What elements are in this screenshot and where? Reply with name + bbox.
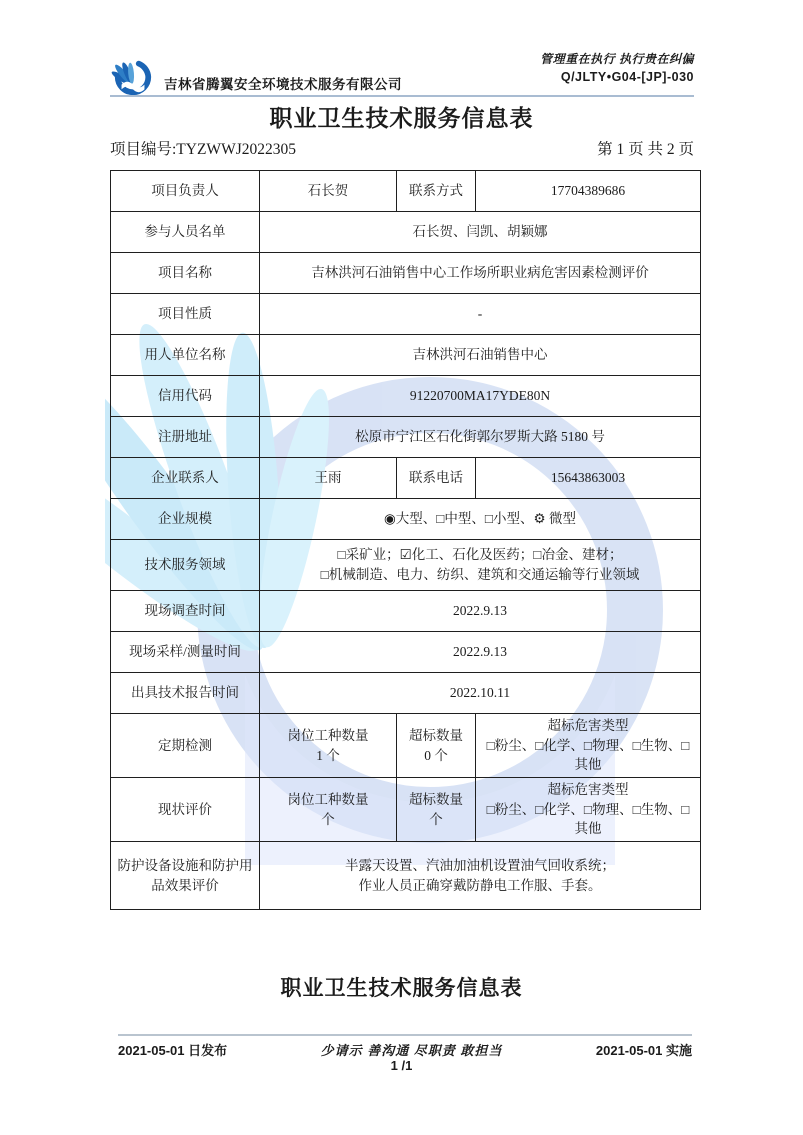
header-divider — [110, 95, 694, 97]
service-options — [260, 540, 701, 591]
phone-value: 15643863003 — [476, 458, 701, 499]
table-row-leader — [111, 171, 701, 212]
periodic-post-count — [260, 714, 397, 778]
post-count-label: 岗位工种数量 — [287, 727, 369, 743]
table-row-project — [111, 253, 701, 294]
doc-codes — [540, 50, 694, 84]
meta-row — [110, 137, 694, 159]
scale-options: ◉大型、□中型、□小型、⚙ 微型 — [260, 499, 701, 540]
credit-code-value: 91220700MA17YDE80N — [260, 376, 701, 417]
footer-slogan: 少请示 善沟通 尽职责 敢担当 — [320, 1043, 503, 1058]
status-post-count — [260, 778, 397, 842]
row-label: 防护设备设施和防护用品效果评价 — [111, 842, 260, 910]
protection-line2: 作业人员正确穿戴防静电工作服、手套。 — [358, 877, 602, 893]
over-count-value: 个 — [429, 811, 443, 827]
sampling-date: 2022.9.13 — [260, 632, 701, 673]
row-label: 项目名称 — [111, 253, 260, 294]
periodic-hazard-types — [476, 714, 701, 778]
page-info: 第 1 页 共 2 页 — [597, 141, 694, 158]
table-row-nature — [111, 294, 701, 335]
brand-block — [110, 56, 402, 98]
phone-label: 联系电话 — [397, 458, 476, 499]
info-table — [110, 170, 701, 910]
address-value: 松原市宁江区石化街郭尔罗斯大路 5180 号 — [260, 417, 701, 458]
table-row-protection — [111, 842, 701, 910]
service-line1: □采矿业；☑化工、石化及医药；□冶金、建材； — [337, 547, 623, 563]
table-row-report — [111, 673, 701, 714]
row-label: 注册地址 — [111, 417, 260, 458]
table-row-status — [111, 778, 701, 842]
company-logo-icon — [110, 56, 156, 98]
table-row-sampling — [111, 632, 701, 673]
table-row-address — [111, 417, 701, 458]
row-label: 现场调查时间 — [111, 591, 260, 632]
row-label: 企业规模 — [111, 499, 260, 540]
report-date: 2022.10.11 — [260, 673, 701, 714]
leader-name: 石长贺 — [260, 171, 397, 212]
project-number: 项目编号:TYZWWJ2022305 — [110, 141, 296, 158]
post-count-value: 1 个 — [316, 747, 340, 763]
hazard-type-options: □粉尘、□化学、□物理、□生物、□其他 — [486, 801, 690, 837]
employer-value: 吉林洪河石油销售中心 — [260, 335, 701, 376]
over-count-label: 超标数量 — [409, 727, 463, 743]
hazard-type-options: □粉尘、□化学、□物理、□生物、□其他 — [486, 737, 690, 773]
second-page-title: 职业卫生技术服务信息表 — [280, 977, 523, 1000]
protection-evaluation — [260, 842, 701, 910]
row-label: 出具技术报告时间 — [111, 673, 260, 714]
row-label: 参与人员名单 — [111, 212, 260, 253]
service-line2: □机械制造、电力、纺织、建筑和交通运输等行业领域 — [320, 567, 640, 582]
post-count-value: 个 — [321, 811, 335, 827]
row-label: 现状评价 — [111, 778, 260, 842]
header-slogan: 管理重在执行 执行贵在纠偏 — [540, 52, 694, 66]
protection-line1: 半露天设置、汽油加油机设置油气回收系统； — [345, 857, 615, 873]
contact-label: 联系方式 — [397, 171, 476, 212]
hazard-type-title: 超标危害类型 — [547, 782, 629, 798]
table-row-credit-code — [111, 376, 701, 417]
over-count-label: 超标数量 — [409, 791, 463, 807]
page-header — [110, 50, 694, 98]
row-label: 信用代码 — [111, 376, 260, 417]
periodic-over-count — [397, 714, 476, 778]
post-count-label: 岗位工种数量 — [287, 791, 369, 807]
hazard-type-title: 超标危害类型 — [547, 718, 629, 734]
table-row-service — [111, 540, 701, 591]
table-row-contact — [111, 458, 701, 499]
implement-date: 2021-05-01 实施 — [595, 1043, 692, 1058]
project-name-value: 吉林洪河石油销售中心工作场所职业病危害因素检测评价 — [260, 253, 701, 294]
status-hazard-types — [476, 778, 701, 842]
over-count-value: 0 个 — [424, 747, 448, 763]
company-name: 吉林省腾翼安全环境技术服务有限公司 — [164, 77, 402, 92]
contact-phone: 17704389686 — [476, 171, 701, 212]
row-label: 定期检测 — [111, 714, 260, 778]
table-row-employer — [111, 335, 701, 376]
status-over-count — [397, 778, 476, 842]
page-footer — [118, 1040, 692, 1059]
table-row-periodic — [111, 714, 701, 778]
row-label: 用人单位名称 — [111, 335, 260, 376]
nature-value: - — [260, 294, 701, 335]
row-label: 技术服务领域 — [111, 540, 260, 591]
doc-code: Q/JLTY•G04-[JP]-030 — [560, 70, 694, 84]
contact-name: 王雨 — [260, 458, 397, 499]
row-label: 项目性质 — [111, 294, 260, 335]
row-label: 项目负责人 — [111, 171, 260, 212]
release-date: 2021-05-01 日发布 — [118, 1043, 228, 1058]
row-label: 企业联系人 — [111, 458, 260, 499]
footer-divider — [118, 1034, 692, 1036]
table-row-survey — [111, 591, 701, 632]
table-row-members — [111, 212, 701, 253]
page-number: 1 /1 — [390, 1058, 413, 1073]
table-row-scale — [111, 499, 701, 540]
survey-date: 2022.9.13 — [260, 591, 701, 632]
members-value: 石长贺、闫凯、胡颖娜 — [260, 212, 701, 253]
row-label: 现场采样/测量时间 — [111, 632, 260, 673]
page-title: 职业卫生技术服务信息表 — [269, 106, 534, 131]
